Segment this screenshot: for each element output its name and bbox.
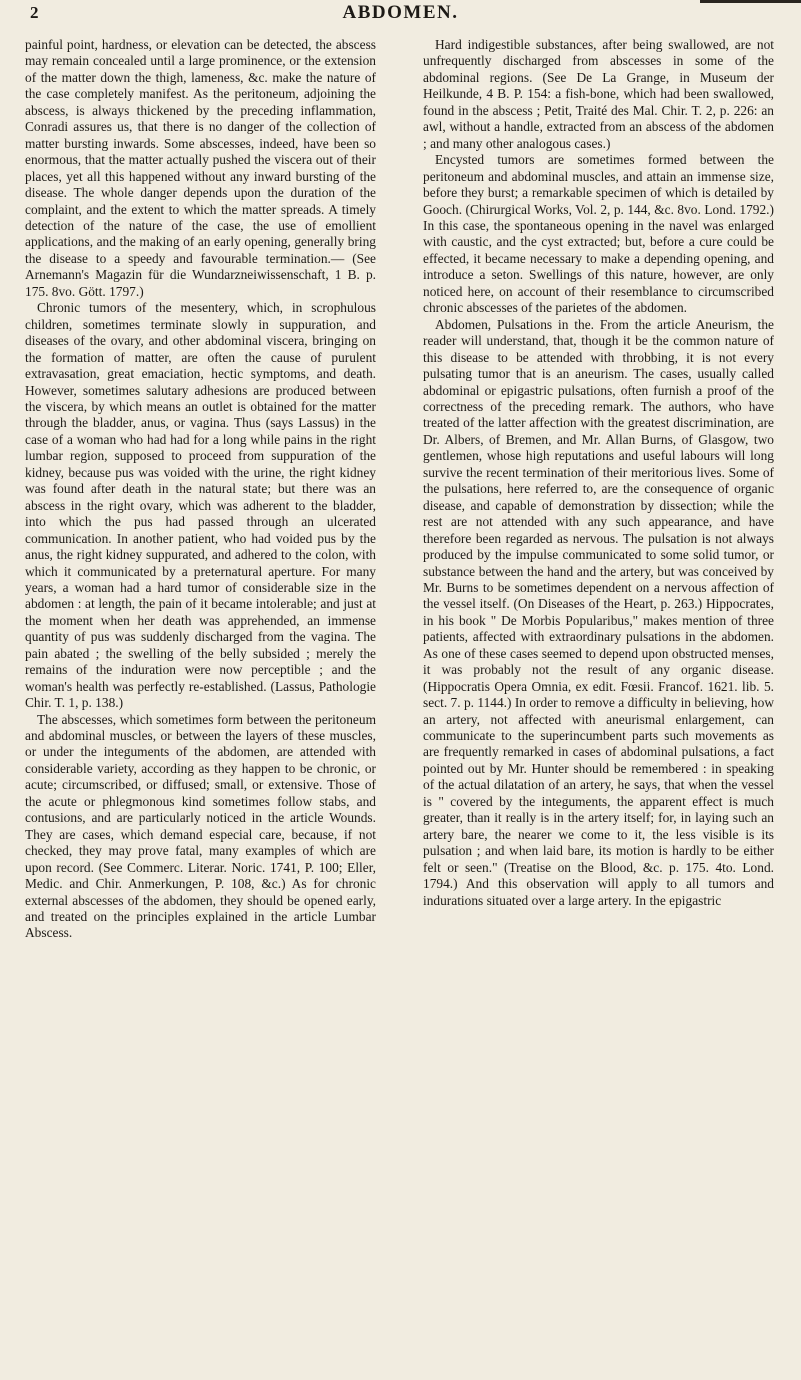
right-column <box>423 37 774 909</box>
paragraph: Encysted tumors are sometimes formed between the peritoneum and abdominal muscles, and attain an immense size, before they burst; a remarkable specimen of which is detailed by Gooch. (Chirurgical Works, Vol. 2, p. 144, &c. 8vo. Lond. 1792.) In this case, the spontaneous opening in the navel was enlarged with caustic, and the cyst extracted; but, before a cure could be effected, it became necessary to make a depending opening, and introduce a seton. Swellings of this nature, however, are only noticed here, on account of their resemblance to circumscribed chronic abscesses of the parietes of the abdomen. <box>423 152 774 316</box>
paragraph: painful point, hardness, or elevation can be detected, the abscess may remain concealed until a large prominence, or the extension of the matter down the thigh, lameness, &c. make the nature of the case completely manifest. As the peritoneum, adjoining the abscess, is always thickened by the preceding inflammation, Conradi assures us, that there is no danger of the collection of matter bursting inwards. Some abscesses, indeed, have been so enormous, that the matter actually pushed the viscera out of their places, yet all this happened without any inward bursting of the disease. The whole danger depends upon the duration of the complaint, and the extent to which the matter spreads. A timely detection of the nature of the case, the use of emollient applications, and the making of an early opening, generally bring the disease to a speedy and favourable termination.— (See Arnemann's Magazin für die Wundarzneiwissenschaft, 1 B. p. 175. 8vo. Gött. 1797.) <box>25 37 376 299</box>
left-column <box>25 37 376 942</box>
paragraph: Hard indigestible substances, after being swallowed, are not unfrequently discharged from abscesses in some of the abdominal regions. (See De La Grange, in Museum der Heilkunde, 4 B. P. 154: a fish-bone, which had been swallowed, found in the abscess ; Petit, Traité des Mal. Chir. T. 2, p. 226: an awl, without a handle, extracted from an abscess of the abdomen ; and many other analogous cases.) <box>423 37 774 151</box>
paragraph: Chronic tumors of the mesentery, which, in scrophulous children, sometimes terminate slowly in suppuration, and diseases of the ovary, and other abdominal viscera, bringing on the formation of matter, are often the cause of purulent extravasation, great emaciation, hectic symptoms, and death. However, sometimes salutary adhesions are produced between the viscera, by which means an outlet is obtained for the matter through the bladder, anus, or vagina. Thus (says Lassus) in the case of a woman who had had for a long while pains in the right lumbar region, supposed to proceed from suppuration of the kidney, because pus was voided with the urine, the right kidney was found after death in the natural state; but there was an abscess in the right ovary, which was adherent to the bladder, into which the pus had passed through an ulcerated communication. In another patient, who had voided pus by the anus, the right kidney suppurated, and adhered to the colon, with which it communicated by a preternatural aperture. For many years, a woman had a hard tumor of considerable size in the abdomen : at length, the pain of it became intolerable; and just at the moment when her death was apprehended, an immense quantity of pus was suddenly discharged from the vagina. The pain abated ; the swelling of the belly subsided ; merely the remains of the induration were now perceptible ; and the woman's health was perfectly re-established. (Lassus, Pathologie Chir. T. 1, p. 138.) <box>25 300 376 711</box>
paragraph: The abscesses, which sometimes form between the peritoneum and abdominal muscles, or between the layers of these muscles, or under the integuments of the abdomen, are attended with considerable variety, according as they happen to be chronic, or acute; circumscribed, or diffused; small, or extensive. Those of the acute or phlegmonous kind sometimes follow stabs, and contusions, and are particularly noticed in the article Wounds. They are cases, which demand especial care, because, if not checked, they may prove fatal, many examples of which are upon record. (See Commerc. Literar. Noric. 1741, P. 100; Eller, Medic. and Chir. Anmerkungen, P. 108, &c.) As for chronic external abscesses of the abdomen, they should be opened early, and treated on the principles explained in the article Lumbar Abscess. <box>25 711 376 941</box>
running-head: ABDOMEN. <box>342 2 459 23</box>
paragraph: Abdomen, Pulsations in the. From the article Aneurism, the reader will understand, that, though it be the common nature of this disease to be attended with throbbing, it is not every pulsating tumor that is an aneurism. The cases, usually called abdominal or epigastric pulsations, often furnish a proof of the correctness of the preceding remark. The authors, who have treated of the latter affection with the greatest discrimination, are Dr. Albers, of Bremen, and Mr. Allan Burns, of Glasgow, two gentlemen, whose high reputations and useful labours will long survive the recent termination of their meritorious lives. Some of the pulsations, here referred to, are the consequence of organic disease, and capable of demonstration by dissection; while the rest are not attended with any such appearance, and have therefore been regarded as nervous. The pulsation is not always produced by the impulse communicated to some solid tumor, or substance between the hand and the artery, but was conceived by Mr. Burns to be sometimes dependent on a nervous affection of the vessel itself. (On Diseases of the Heart, p. 263.) Hippocrates, in his book " De Morbis Popularibus," makes mention of three patients, affected with extraordinary pulsations in the abdomen. As one of these cases seemed to depend upon obstructed menses, it was probably not the result of any organic disease. (Hippocratis Opera Omnia, ex edit. Fœsii. Francof. 1621. lib. 5. sect. 7. p. 1144.) In order to remove a difficulty in believing, how an artery, not affected with aneurismal enlargement, can communicate to the superincumbent parts such movements as are frequently remarked in cases of abdominal pulsations, a fact pointed out by Mr. Hunter should be remembered : in speaking of the actual dilatation of an artery, he says, that when the vessel is " covered by the integuments, the apparent effect is much greater, than it really is in the artery itself; for, in laying such an artery bare, the nearer we come to it, the less visible is its pulsation ; and when laid bare, its motion is hardly to be either felt or seen." (Treatise on the Blood, &c. p. 175. 4to. Lond. 1794.) And this observation will apply to all tumors and indurations situated over a large artery. In the epigastric <box>423 316 774 908</box>
page-number: 2 <box>30 3 39 22</box>
